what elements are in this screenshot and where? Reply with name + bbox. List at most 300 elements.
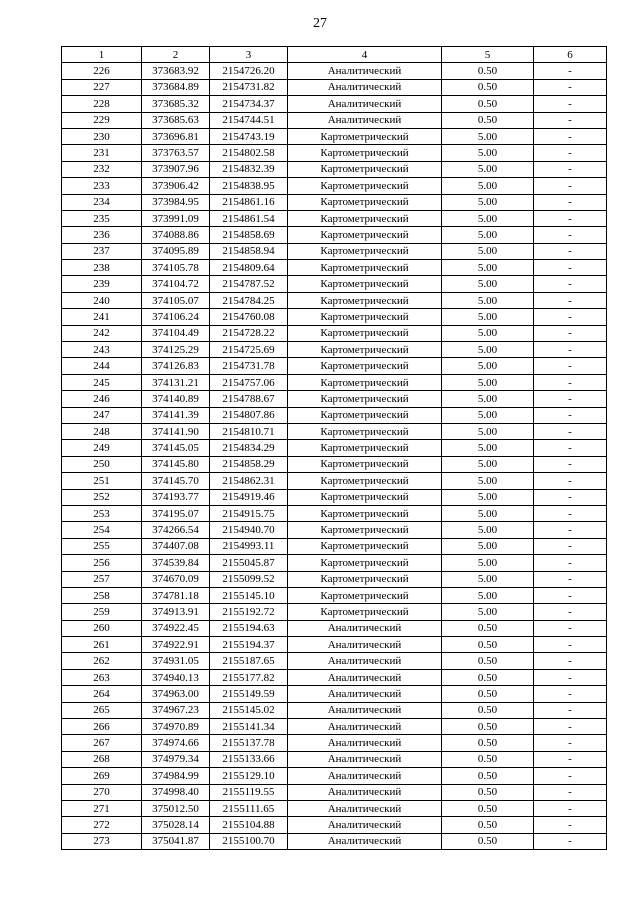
method-cell: Аналитический [288,719,442,735]
note-cell: - [534,538,607,554]
point-number-cell: 257 [62,571,142,587]
point-number-cell: 231 [62,145,142,161]
table-row [62,374,607,390]
y-coordinate-cell: 2155145.10 [210,587,288,603]
table-row [62,505,607,521]
point-number-cell: 247 [62,407,142,423]
note-cell: - [534,637,607,653]
accuracy-cell: 5.00 [442,440,534,456]
note-cell: - [534,128,607,144]
accuracy-cell: 5.00 [442,374,534,390]
accuracy-cell: 5.00 [442,587,534,603]
method-cell: Картометрический [288,571,442,587]
y-coordinate-cell: 2154743.19 [210,128,288,144]
table-row [62,309,607,325]
accuracy-cell: 5.00 [442,555,534,571]
y-coordinate-cell: 2154832.39 [210,161,288,177]
page-number: 27 [313,16,327,31]
accuracy-cell: 5.00 [442,161,534,177]
accuracy-cell: 0.50 [442,653,534,669]
note-cell: - [534,325,607,341]
note-cell: - [534,407,607,423]
note-cell: - [534,571,607,587]
accuracy-cell: 5.00 [442,505,534,521]
table-row [62,473,607,489]
method-cell: Аналитический [288,768,442,784]
y-coordinate-cell: 2154862.31 [210,473,288,489]
y-coordinate-cell: 2154731.78 [210,358,288,374]
point-number-cell: 271 [62,800,142,816]
method-cell: Аналитический [288,79,442,95]
point-number-cell: 245 [62,374,142,390]
x-coordinate-cell: 374266.54 [142,522,210,538]
accuracy-cell: 5.00 [442,456,534,472]
x-coordinate-cell: 373696.81 [142,128,210,144]
table-row [62,817,607,833]
y-coordinate-cell: 2154838.95 [210,178,288,194]
table-row [62,751,607,767]
x-coordinate-cell: 374193.77 [142,489,210,505]
x-coordinate-cell: 374979.34 [142,751,210,767]
note-cell: - [534,391,607,407]
table-row [62,63,607,79]
note-cell: - [534,751,607,767]
note-cell: - [534,473,607,489]
point-number-cell: 240 [62,292,142,308]
note-cell: - [534,505,607,521]
table-row [62,128,607,144]
y-coordinate-cell: 2154760.08 [210,309,288,325]
point-number-cell: 244 [62,358,142,374]
point-number-cell: 237 [62,243,142,259]
point-number-cell: 260 [62,620,142,636]
method-cell: Аналитический [288,653,442,669]
method-cell: Картометрический [288,555,442,571]
accuracy-cell: 5.00 [442,194,534,210]
accuracy-cell: 5.00 [442,407,534,423]
x-coordinate-cell: 374106.24 [142,309,210,325]
x-coordinate-cell: 374940.13 [142,669,210,685]
y-coordinate-cell: 2155145.02 [210,702,288,718]
point-number-cell: 228 [62,96,142,112]
method-cell: Картометрический [288,522,442,538]
note-cell: - [534,260,607,276]
table-row [62,784,607,800]
x-coordinate-cell: 373907.96 [142,161,210,177]
accuracy-cell: 5.00 [442,538,534,554]
accuracy-cell: 5.00 [442,489,534,505]
accuracy-cell: 0.50 [442,702,534,718]
note-cell: - [534,227,607,243]
y-coordinate-cell: 2154993.11 [210,538,288,554]
note-cell: - [534,489,607,505]
point-number-cell: 255 [62,538,142,554]
point-number-cell: 268 [62,751,142,767]
accuracy-cell: 5.00 [442,292,534,308]
point-number-cell: 254 [62,522,142,538]
table-row [62,702,607,718]
method-cell: Аналитический [288,620,442,636]
point-number-cell: 252 [62,489,142,505]
y-coordinate-cell: 2154861.16 [210,194,288,210]
y-coordinate-cell: 2154726.20 [210,63,288,79]
y-coordinate-cell: 2155045.87 [210,555,288,571]
method-cell: Картометрический [288,489,442,505]
table-row [62,587,607,603]
y-coordinate-cell: 2154858.69 [210,227,288,243]
x-coordinate-cell: 374539.84 [142,555,210,571]
point-number-cell: 234 [62,194,142,210]
table-row [62,571,607,587]
point-number-cell: 242 [62,325,142,341]
y-coordinate-cell: 2154858.29 [210,456,288,472]
accuracy-cell: 5.00 [442,145,534,161]
note-cell: - [534,719,607,735]
note-cell: - [534,63,607,79]
header-cell-col5: 5 [442,47,534,63]
y-coordinate-cell: 2154919.46 [210,489,288,505]
y-coordinate-cell: 2155194.37 [210,637,288,653]
table-row [62,243,607,259]
note-cell: - [534,210,607,226]
method-cell: Картометрический [288,260,442,276]
note-cell: - [534,358,607,374]
accuracy-cell: 5.00 [442,227,534,243]
x-coordinate-cell: 373685.63 [142,112,210,128]
y-coordinate-cell: 2154807.86 [210,407,288,423]
x-coordinate-cell: 374931.05 [142,653,210,669]
y-coordinate-cell: 2154784.25 [210,292,288,308]
table-row [62,653,607,669]
point-number-cell: 270 [62,784,142,800]
note-cell: - [534,161,607,177]
accuracy-cell: 5.00 [442,522,534,538]
method-cell: Картометрический [288,423,442,439]
header-cell-col3: 3 [210,47,288,63]
accuracy-cell: 5.00 [442,473,534,489]
method-cell: Картометрический [288,145,442,161]
method-cell: Картометрический [288,342,442,358]
accuracy-cell: 0.50 [442,768,534,784]
method-cell: Картометрический [288,407,442,423]
note-cell: - [534,768,607,784]
x-coordinate-cell: 374145.80 [142,456,210,472]
method-cell: Картометрический [288,456,442,472]
note-cell: - [534,686,607,702]
table-row [62,604,607,620]
table-row [62,79,607,95]
y-coordinate-cell: 2155194.63 [210,620,288,636]
method-cell: Картометрический [288,227,442,243]
table-row [62,145,607,161]
accuracy-cell: 0.50 [442,784,534,800]
x-coordinate-cell: 374104.72 [142,276,210,292]
accuracy-cell: 0.50 [442,63,534,79]
x-coordinate-cell: 374963.00 [142,686,210,702]
y-coordinate-cell: 2155111.65 [210,800,288,816]
accuracy-cell: 0.50 [442,751,534,767]
y-coordinate-cell: 2154725.69 [210,342,288,358]
table-row [62,719,607,735]
y-coordinate-cell: 2154915.75 [210,505,288,521]
method-cell: Аналитический [288,735,442,751]
method-cell: Аналитический [288,686,442,702]
table-row [62,637,607,653]
accuracy-cell: 0.50 [442,800,534,816]
y-coordinate-cell: 2154757.06 [210,374,288,390]
accuracy-cell: 0.50 [442,669,534,685]
note-cell: - [534,309,607,325]
method-cell: Картометрический [288,210,442,226]
y-coordinate-cell: 2154810.71 [210,423,288,439]
x-coordinate-cell: 374967.23 [142,702,210,718]
x-coordinate-cell: 374998.40 [142,784,210,800]
x-coordinate-cell: 373984.95 [142,194,210,210]
x-coordinate-cell: 374105.07 [142,292,210,308]
header-row [62,47,607,63]
method-cell: Аналитический [288,784,442,800]
method-cell: Картометрический [288,292,442,308]
x-coordinate-cell: 374140.89 [142,391,210,407]
method-cell: Аналитический [288,669,442,685]
y-coordinate-cell: 2155099.52 [210,571,288,587]
accuracy-cell: 5.00 [442,260,534,276]
note-cell: - [534,555,607,571]
note-cell: - [534,96,607,112]
method-cell: Картометрический [288,128,442,144]
table-header [62,47,607,63]
x-coordinate-cell: 374141.39 [142,407,210,423]
method-cell: Картометрический [288,309,442,325]
note-cell: - [534,374,607,390]
point-number-cell: 256 [62,555,142,571]
point-number-cell: 250 [62,456,142,472]
y-coordinate-cell: 2154861.54 [210,210,288,226]
point-number-cell: 263 [62,669,142,685]
point-number-cell: 233 [62,178,142,194]
method-cell: Аналитический [288,751,442,767]
note-cell: - [534,194,607,210]
x-coordinate-cell: 374131.21 [142,374,210,390]
note-cell: - [534,587,607,603]
table-row [62,194,607,210]
method-cell: Картометрический [288,358,442,374]
table-row [62,358,607,374]
x-coordinate-cell: 374095.89 [142,243,210,259]
accuracy-cell: 5.00 [442,325,534,341]
header-cell-col2: 2 [142,47,210,63]
note-cell: - [534,145,607,161]
table-row [62,292,607,308]
point-number-cell: 251 [62,473,142,489]
table-row [62,522,607,538]
method-cell: Картометрический [288,178,442,194]
method-cell: Картометрический [288,587,442,603]
x-coordinate-cell: 374088.86 [142,227,210,243]
method-cell: Картометрический [288,325,442,341]
accuracy-cell: 5.00 [442,391,534,407]
note-cell: - [534,112,607,128]
y-coordinate-cell: 2154858.94 [210,243,288,259]
x-coordinate-cell: 375041.87 [142,833,210,849]
y-coordinate-cell: 2154734.37 [210,96,288,112]
point-number-cell: 267 [62,735,142,751]
x-coordinate-cell: 374670.09 [142,571,210,587]
header-cell-col1: 1 [62,47,142,63]
table-row [62,440,607,456]
point-number-cell: 258 [62,587,142,603]
y-coordinate-cell: 2155100.70 [210,833,288,849]
point-number-cell: 246 [62,391,142,407]
method-cell: Аналитический [288,112,442,128]
y-coordinate-cell: 2155192.72 [210,604,288,620]
table-row [62,735,607,751]
table-row [62,686,607,702]
x-coordinate-cell: 374922.45 [142,620,210,636]
y-coordinate-cell: 2154834.29 [210,440,288,456]
accuracy-cell: 0.50 [442,637,534,653]
table-row [62,178,607,194]
y-coordinate-cell: 2155141.34 [210,719,288,735]
table-row [62,391,607,407]
table-row [62,489,607,505]
note-cell: - [534,243,607,259]
x-coordinate-cell: 374781.18 [142,587,210,603]
y-coordinate-cell: 2155137.78 [210,735,288,751]
x-coordinate-cell: 374126.83 [142,358,210,374]
table-row [62,210,607,226]
note-cell: - [534,800,607,816]
accuracy-cell: 0.50 [442,686,534,702]
point-number-cell: 236 [62,227,142,243]
y-coordinate-cell: 2154731.82 [210,79,288,95]
x-coordinate-cell: 374104.49 [142,325,210,341]
point-number-cell: 241 [62,309,142,325]
y-coordinate-cell: 2154728.22 [210,325,288,341]
x-coordinate-cell: 374105.78 [142,260,210,276]
x-coordinate-cell: 374922.91 [142,637,210,653]
point-number-cell: 239 [62,276,142,292]
y-coordinate-cell: 2154940.70 [210,522,288,538]
accuracy-cell: 0.50 [442,833,534,849]
method-cell: Аналитический [288,96,442,112]
y-coordinate-cell: 2155177.82 [210,669,288,685]
note-cell: - [534,423,607,439]
point-number-cell: 266 [62,719,142,735]
x-coordinate-cell: 374145.70 [142,473,210,489]
method-cell: Картометрический [288,243,442,259]
note-cell: - [534,702,607,718]
method-cell: Картометрический [288,161,442,177]
x-coordinate-cell: 375012.50 [142,800,210,816]
header-cell-col4: 4 [288,47,442,63]
table-row [62,800,607,816]
method-cell: Картометрический [288,440,442,456]
method-cell: Аналитический [288,63,442,79]
table-row [62,276,607,292]
note-cell: - [534,833,607,849]
accuracy-cell: 5.00 [442,309,534,325]
point-number-cell: 264 [62,686,142,702]
note-cell: - [534,522,607,538]
table-row [62,620,607,636]
header-cell-col6: 6 [534,47,607,63]
point-number-cell: 273 [62,833,142,849]
method-cell: Картометрический [288,276,442,292]
table-row [62,669,607,685]
table-body [62,63,607,850]
x-coordinate-cell: 373991.09 [142,210,210,226]
note-cell: - [534,440,607,456]
y-coordinate-cell: 2154802.58 [210,145,288,161]
table-row [62,538,607,554]
accuracy-cell: 0.50 [442,735,534,751]
point-number-cell: 238 [62,260,142,276]
table-row [62,423,607,439]
x-coordinate-cell: 374984.99 [142,768,210,784]
y-coordinate-cell: 2154787.52 [210,276,288,292]
table-row [62,161,607,177]
point-number-cell: 227 [62,79,142,95]
point-number-cell: 261 [62,637,142,653]
accuracy-cell: 0.50 [442,96,534,112]
y-coordinate-cell: 2155104.88 [210,817,288,833]
x-coordinate-cell: 373685.32 [142,96,210,112]
method-cell: Картометрический [288,374,442,390]
x-coordinate-cell: 373684.89 [142,79,210,95]
note-cell: - [534,604,607,620]
point-number-cell: 269 [62,768,142,784]
y-coordinate-cell: 2155129.10 [210,768,288,784]
point-number-cell: 265 [62,702,142,718]
table-row [62,342,607,358]
point-number-cell: 262 [62,653,142,669]
y-coordinate-cell: 2155149.59 [210,686,288,702]
table-row [62,555,607,571]
note-cell: - [534,342,607,358]
x-coordinate-cell: 374125.29 [142,342,210,358]
note-cell: - [534,735,607,751]
point-number-cell: 226 [62,63,142,79]
table-row [62,227,607,243]
coordinates-table [61,46,607,850]
accuracy-cell: 5.00 [442,342,534,358]
table-row [62,407,607,423]
method-cell: Аналитический [288,833,442,849]
point-number-cell: 248 [62,423,142,439]
method-cell: Аналитический [288,817,442,833]
method-cell: Аналитический [288,702,442,718]
x-coordinate-cell: 374970.89 [142,719,210,735]
y-coordinate-cell: 2154744.51 [210,112,288,128]
x-coordinate-cell: 374407.08 [142,538,210,554]
accuracy-cell: 5.00 [442,128,534,144]
point-number-cell: 235 [62,210,142,226]
accuracy-cell: 5.00 [442,604,534,620]
table-row [62,768,607,784]
point-number-cell: 243 [62,342,142,358]
table-row [62,456,607,472]
note-cell: - [534,276,607,292]
point-number-cell: 272 [62,817,142,833]
table-row [62,112,607,128]
accuracy-cell: 0.50 [442,112,534,128]
point-number-cell: 232 [62,161,142,177]
point-number-cell: 229 [62,112,142,128]
point-number-cell: 259 [62,604,142,620]
y-coordinate-cell: 2155187.65 [210,653,288,669]
x-coordinate-cell: 374141.90 [142,423,210,439]
